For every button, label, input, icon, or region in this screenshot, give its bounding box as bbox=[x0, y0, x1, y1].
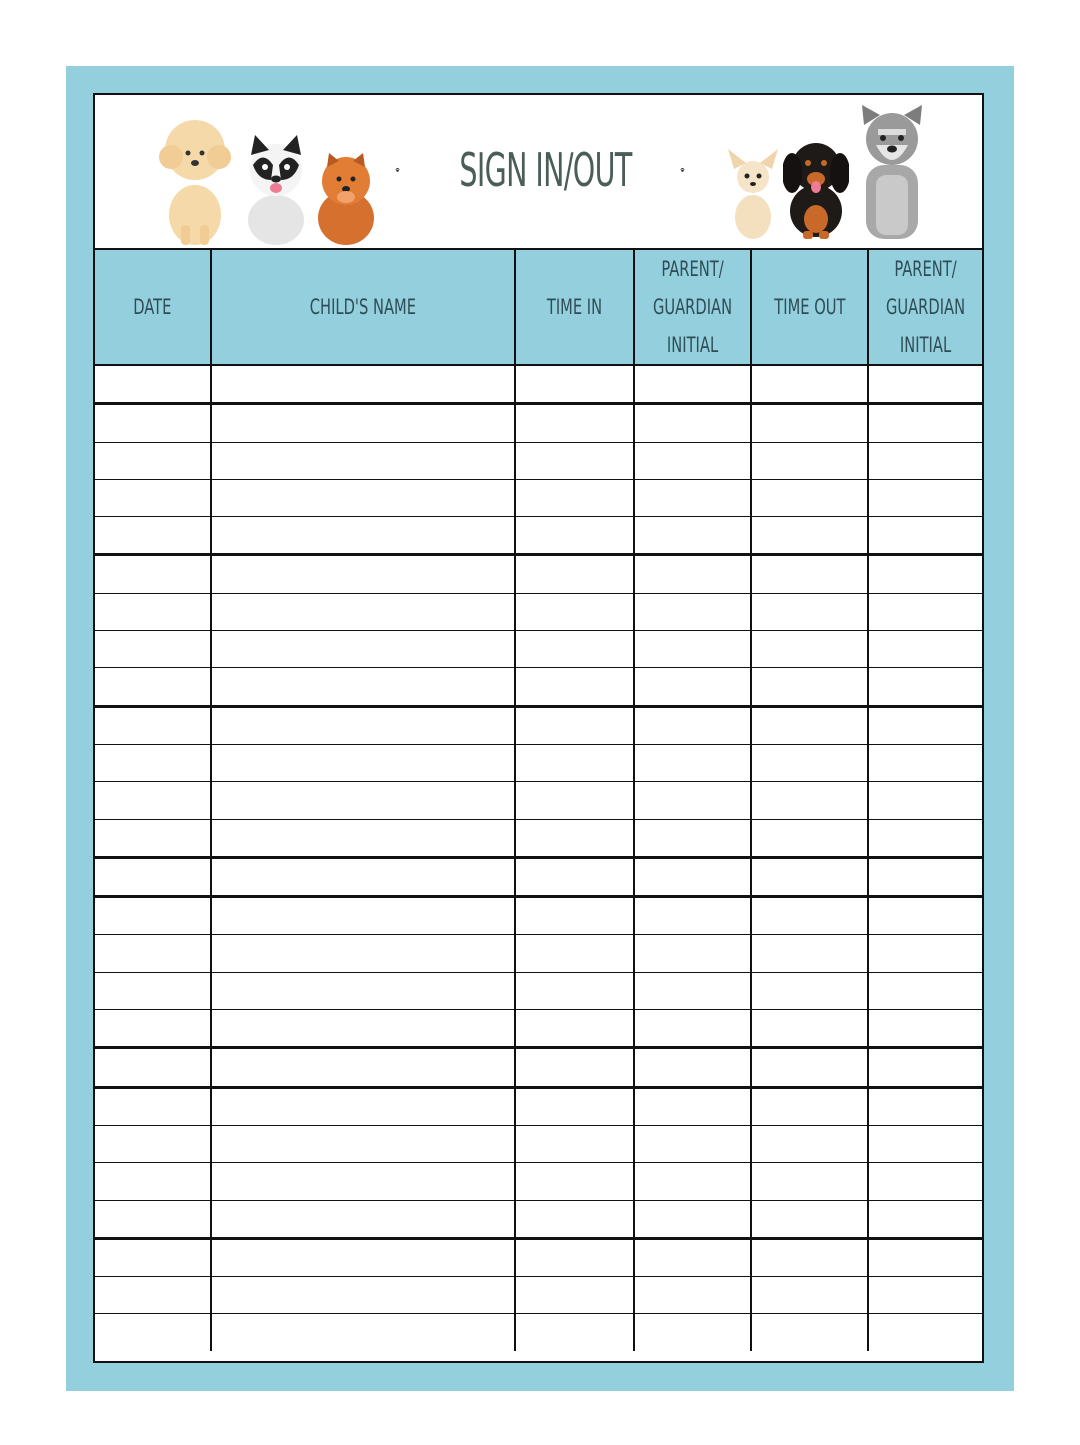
blank-cell[interactable] bbox=[634, 744, 751, 781]
blank-cell[interactable] bbox=[868, 1238, 982, 1276]
table-row bbox=[95, 555, 982, 593]
blank-cell[interactable] bbox=[515, 1238, 634, 1276]
blank-cell[interactable] bbox=[95, 1314, 211, 1351]
blank-cell[interactable] bbox=[634, 631, 751, 668]
blank-cell[interactable] bbox=[211, 935, 515, 972]
blank-cell[interactable] bbox=[868, 1163, 982, 1200]
blank-cell[interactable] bbox=[95, 1238, 211, 1276]
blank-cell[interactable] bbox=[868, 593, 982, 630]
blank-cell[interactable] bbox=[95, 706, 211, 744]
blank-cell[interactable] bbox=[634, 1238, 751, 1276]
blank-cell[interactable] bbox=[751, 517, 868, 555]
blank-cell[interactable] bbox=[634, 1010, 751, 1048]
blank-cell[interactable] bbox=[751, 668, 868, 706]
poodle-illustration bbox=[155, 115, 235, 245]
blank-cell[interactable] bbox=[751, 1048, 868, 1087]
table-row bbox=[95, 1277, 982, 1314]
table-row bbox=[95, 668, 982, 706]
blank-cell[interactable] bbox=[868, 744, 982, 781]
blank-cell[interactable] bbox=[868, 972, 982, 1009]
blank-cell[interactable] bbox=[515, 555, 634, 593]
blank-cell[interactable] bbox=[95, 1200, 211, 1238]
blank-cell[interactable] bbox=[211, 1238, 515, 1276]
blank-cell[interactable] bbox=[868, 1125, 982, 1162]
blank-cell[interactable] bbox=[634, 668, 751, 706]
column-header-time-out: TIME OUT bbox=[751, 250, 868, 365]
blank-cell[interactable] bbox=[751, 1200, 868, 1238]
blank-cell[interactable] bbox=[634, 819, 751, 857]
sign-in-out-sheet bbox=[93, 93, 984, 1363]
blank-cell[interactable] bbox=[634, 1163, 751, 1200]
table-row bbox=[95, 1314, 982, 1351]
blank-cell[interactable] bbox=[211, 1048, 515, 1087]
table-row bbox=[95, 517, 982, 555]
blank-cell[interactable] bbox=[868, 819, 982, 857]
blank-cell[interactable] bbox=[515, 1277, 634, 1314]
blank-cell[interactable] bbox=[211, 404, 515, 442]
pomeranian-illustration bbox=[315, 153, 377, 245]
sheet-header bbox=[95, 95, 982, 250]
blank-cell[interactable] bbox=[95, 1048, 211, 1087]
table-header-row bbox=[95, 250, 982, 365]
table-row bbox=[95, 1200, 982, 1238]
blank-cell[interactable] bbox=[634, 1125, 751, 1162]
table-row bbox=[95, 819, 982, 857]
blank-cell[interactable] bbox=[634, 365, 751, 404]
column-header-date: DATE bbox=[95, 250, 211, 365]
blank-cell[interactable] bbox=[211, 706, 515, 744]
blank-cell[interactable] bbox=[634, 404, 751, 442]
blank-cell[interactable] bbox=[211, 972, 515, 1009]
blank-cell[interactable] bbox=[515, 1163, 634, 1200]
blank-cell[interactable] bbox=[868, 404, 982, 442]
blank-cell[interactable] bbox=[751, 442, 868, 479]
french-bulldog-illustration bbox=[243, 135, 309, 245]
blank-cell[interactable] bbox=[868, 517, 982, 555]
blank-cell[interactable] bbox=[515, 1200, 634, 1238]
table-row bbox=[95, 442, 982, 479]
table-row bbox=[95, 1238, 982, 1276]
table-row bbox=[95, 593, 982, 630]
blank-cell[interactable] bbox=[515, 365, 634, 404]
blank-cell[interactable] bbox=[211, 782, 515, 819]
blank-cell[interactable] bbox=[634, 972, 751, 1009]
schnauzer-illustration bbox=[858, 105, 926, 239]
blank-cell[interactable] bbox=[211, 442, 515, 479]
table-row bbox=[95, 631, 982, 668]
blank-cell[interactable] bbox=[868, 1010, 982, 1048]
blank-cell[interactable] bbox=[634, 706, 751, 744]
blank-cell[interactable] bbox=[868, 442, 982, 479]
blank-cell[interactable] bbox=[868, 1314, 982, 1351]
blank-cell[interactable] bbox=[515, 1010, 634, 1048]
blank-cell[interactable] bbox=[95, 935, 211, 972]
blank-cell[interactable] bbox=[515, 1087, 634, 1125]
blank-cell[interactable] bbox=[868, 1048, 982, 1087]
blank-cell[interactable] bbox=[211, 631, 515, 668]
table-row bbox=[95, 935, 982, 972]
blank-cell[interactable] bbox=[515, 972, 634, 1009]
blank-cell[interactable] bbox=[95, 1087, 211, 1125]
blank-cell[interactable] bbox=[751, 972, 868, 1009]
table-row bbox=[95, 365, 982, 404]
blank-cell[interactable] bbox=[515, 517, 634, 555]
blank-cell[interactable] bbox=[211, 744, 515, 781]
blank-cell[interactable] bbox=[515, 706, 634, 744]
table-row bbox=[95, 782, 982, 819]
blank-cell[interactable] bbox=[751, 1125, 868, 1162]
blank-cell[interactable] bbox=[868, 479, 982, 516]
blank-cell[interactable] bbox=[211, 857, 515, 896]
blank-cell[interactable] bbox=[868, 1200, 982, 1238]
blank-cell[interactable] bbox=[211, 1010, 515, 1048]
blank-cell[interactable] bbox=[751, 744, 868, 781]
blank-cell[interactable] bbox=[95, 442, 211, 479]
blank-cell[interactable] bbox=[751, 897, 868, 935]
blank-cell[interactable] bbox=[634, 442, 751, 479]
blank-cell[interactable] bbox=[95, 1125, 211, 1162]
dachshund-illustration bbox=[783, 135, 849, 239]
blank-cell[interactable] bbox=[634, 857, 751, 896]
blank-cell[interactable] bbox=[95, 555, 211, 593]
blank-cell[interactable] bbox=[95, 972, 211, 1009]
blank-cell[interactable] bbox=[95, 668, 211, 706]
blank-cell[interactable] bbox=[211, 1277, 515, 1314]
blank-cell[interactable] bbox=[515, 479, 634, 516]
blank-cell[interactable] bbox=[634, 782, 751, 819]
blank-cell[interactable] bbox=[751, 479, 868, 516]
blank-cell[interactable] bbox=[95, 819, 211, 857]
blank-cell[interactable] bbox=[211, 593, 515, 630]
blank-cell[interactable] bbox=[211, 1125, 515, 1162]
blank-cell[interactable] bbox=[751, 935, 868, 972]
blank-cell[interactable] bbox=[751, 1087, 868, 1125]
blank-cell[interactable] bbox=[515, 442, 634, 479]
blank-cell[interactable] bbox=[868, 706, 982, 744]
blank-cell[interactable] bbox=[634, 1200, 751, 1238]
blank-cell[interactable] bbox=[634, 1048, 751, 1087]
blank-cell[interactable] bbox=[751, 819, 868, 857]
blank-cell[interactable] bbox=[515, 897, 634, 935]
paw-icon bbox=[680, 151, 685, 189]
blank-cell[interactable] bbox=[868, 897, 982, 935]
blank-cell[interactable] bbox=[751, 631, 868, 668]
blank-cell[interactable] bbox=[868, 365, 982, 404]
blank-cell[interactable] bbox=[634, 897, 751, 935]
table-row bbox=[95, 1163, 982, 1200]
blank-cell[interactable] bbox=[868, 1087, 982, 1125]
blank-cell[interactable] bbox=[211, 1200, 515, 1238]
table-row bbox=[95, 706, 982, 744]
blank-cell[interactable] bbox=[751, 593, 868, 630]
blank-cell[interactable] bbox=[751, 555, 868, 593]
blank-cell[interactable] bbox=[211, 668, 515, 706]
blank-cell[interactable] bbox=[868, 935, 982, 972]
blank-cell[interactable] bbox=[211, 819, 515, 857]
blank-cell[interactable] bbox=[211, 897, 515, 935]
blank-cell[interactable] bbox=[211, 517, 515, 555]
blank-cell[interactable] bbox=[751, 1314, 868, 1351]
blank-cell[interactable] bbox=[95, 1010, 211, 1048]
column-header-childs-name: CHILD'S NAME bbox=[211, 250, 515, 365]
table-row bbox=[95, 479, 982, 516]
blank-cell[interactable] bbox=[868, 857, 982, 896]
blank-cell[interactable] bbox=[95, 517, 211, 555]
blank-cell[interactable] bbox=[868, 782, 982, 819]
blank-cell[interactable] bbox=[751, 1277, 868, 1314]
blank-cell[interactable] bbox=[751, 404, 868, 442]
blank-cell[interactable] bbox=[515, 1125, 634, 1162]
blank-cell[interactable] bbox=[211, 479, 515, 516]
title-block bbox=[395, 135, 685, 205]
blank-cell[interactable] bbox=[211, 1087, 515, 1125]
table-row bbox=[95, 972, 982, 1009]
blank-cell[interactable] bbox=[868, 1277, 982, 1314]
sign-in-table bbox=[95, 250, 982, 1351]
column-header-parent-initial-in: PARENT/ GUARDIAN INITIAL bbox=[634, 250, 751, 365]
table-row bbox=[95, 857, 982, 896]
blank-cell[interactable] bbox=[751, 365, 868, 404]
blank-cell[interactable] bbox=[515, 782, 634, 819]
blank-cell[interactable] bbox=[634, 1087, 751, 1125]
blank-cell[interactable] bbox=[634, 517, 751, 555]
paw-icon bbox=[395, 151, 400, 189]
table-row bbox=[95, 1125, 982, 1162]
blank-cell[interactable] bbox=[95, 479, 211, 516]
blank-cell[interactable] bbox=[95, 782, 211, 819]
blank-cell[interactable] bbox=[515, 593, 634, 630]
blank-cell[interactable] bbox=[95, 631, 211, 668]
table-row bbox=[95, 1010, 982, 1048]
blank-cell[interactable] bbox=[751, 857, 868, 896]
blank-cell[interactable] bbox=[95, 897, 211, 935]
table-row bbox=[95, 404, 982, 442]
blank-cell[interactable] bbox=[95, 365, 211, 404]
blank-cell[interactable] bbox=[515, 1314, 634, 1351]
blank-cell[interactable] bbox=[211, 1314, 515, 1351]
blank-cell[interactable] bbox=[868, 631, 982, 668]
blank-cell[interactable] bbox=[868, 668, 982, 706]
table-row bbox=[95, 744, 982, 781]
blank-cell[interactable] bbox=[751, 1010, 868, 1048]
blank-cell[interactable] bbox=[751, 1163, 868, 1200]
blank-cell[interactable] bbox=[515, 744, 634, 781]
blank-cell[interactable] bbox=[95, 857, 211, 896]
blank-cell[interactable] bbox=[95, 404, 211, 442]
blank-cell[interactable] bbox=[751, 706, 868, 744]
table-row bbox=[95, 1048, 982, 1087]
blank-cell[interactable] bbox=[634, 479, 751, 516]
blank-cell[interactable] bbox=[634, 935, 751, 972]
blank-cell[interactable] bbox=[634, 1314, 751, 1351]
blank-cell[interactable] bbox=[515, 819, 634, 857]
column-header-parent-initial-out: PARENT/ GUARDIAN INITIAL bbox=[868, 250, 982, 365]
blank-cell[interactable] bbox=[211, 555, 515, 593]
table-row bbox=[95, 897, 982, 935]
blank-cell[interactable] bbox=[515, 631, 634, 668]
blank-cell[interactable] bbox=[95, 1277, 211, 1314]
chihuahua-illustration bbox=[728, 147, 778, 239]
blank-cell[interactable] bbox=[211, 365, 515, 404]
blank-cell[interactable] bbox=[515, 1048, 634, 1087]
blank-cell[interactable] bbox=[634, 555, 751, 593]
page-title: SIGN IN/OUT bbox=[459, 143, 632, 197]
blank-cell[interactable] bbox=[515, 668, 634, 706]
blank-cell[interactable] bbox=[515, 404, 634, 442]
blank-cell[interactable] bbox=[95, 593, 211, 630]
blank-cell[interactable] bbox=[515, 935, 634, 972]
blank-cell[interactable] bbox=[95, 744, 211, 781]
table-row bbox=[95, 1087, 982, 1125]
column-header-time-in: TIME IN bbox=[515, 250, 634, 365]
blank-cell[interactable] bbox=[751, 1238, 868, 1276]
blank-cell[interactable] bbox=[634, 1277, 751, 1314]
blank-cell[interactable] bbox=[211, 1163, 515, 1200]
blank-cell[interactable] bbox=[634, 593, 751, 630]
blank-cell[interactable] bbox=[95, 1163, 211, 1200]
blank-cell[interactable] bbox=[868, 555, 982, 593]
blank-cell[interactable] bbox=[515, 857, 634, 896]
blank-cell[interactable] bbox=[751, 782, 868, 819]
